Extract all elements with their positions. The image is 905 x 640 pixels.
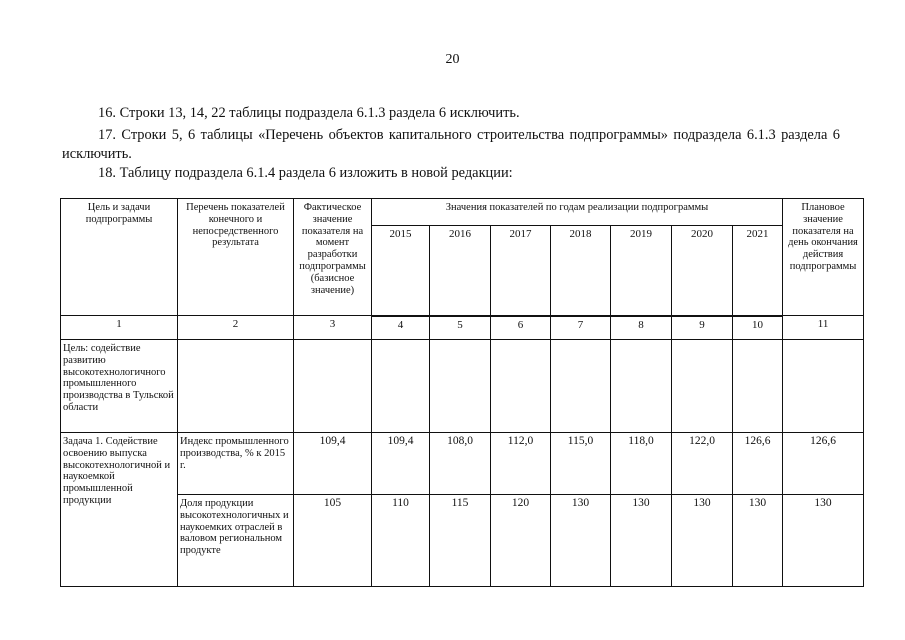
paragraph-17: 17. Строки 5, 6 таблицы «Перечень объектов капитального строительства подпрограммы» подраздела 6.1.3 раздела 6 исключить. xyxy=(62,127,840,162)
column-number: 6 xyxy=(491,316,551,340)
header-indicators: Перечень показателей конечного и непосредственного результата xyxy=(178,199,294,316)
header-year: 2016 xyxy=(430,226,491,316)
header-goal: Цель и задачи подпрограммы xyxy=(61,199,178,316)
year-value: 118,0 xyxy=(611,433,672,495)
header-year: 2018 xyxy=(551,226,611,316)
header-year: 2017 xyxy=(491,226,551,316)
column-number: 2 xyxy=(178,316,294,340)
column-number: 9 xyxy=(672,316,733,340)
header-year: 2020 xyxy=(672,226,733,316)
planned-value: 130 xyxy=(783,495,864,587)
indicator-cell: Доля продукции высокотехнологичных и наукоемких отраслей в валовом региональном продукте xyxy=(178,495,294,587)
empty-cell xyxy=(430,340,491,433)
column-number: 5 xyxy=(430,316,491,340)
actual-value: 109,4 xyxy=(294,433,372,495)
year-value: 112,0 xyxy=(491,433,551,495)
year-value: 130 xyxy=(551,495,611,587)
year-value: 110 xyxy=(372,495,430,587)
year-value: 130 xyxy=(672,495,733,587)
column-number: 3 xyxy=(294,316,372,340)
empty-cell xyxy=(491,340,551,433)
empty-cell xyxy=(611,340,672,433)
year-value: 108,0 xyxy=(430,433,491,495)
empty-cell xyxy=(783,340,864,433)
table-row xyxy=(61,495,864,587)
table-row xyxy=(61,433,864,495)
column-number: 10 xyxy=(733,316,783,340)
header-year: 2015 xyxy=(372,226,430,316)
empty-cell xyxy=(733,340,783,433)
planned-value: 126,6 xyxy=(783,433,864,495)
header-planned: Плановое значение показателя на день окончания действия подпрограммы xyxy=(783,199,864,316)
column-number: 11 xyxy=(783,316,864,340)
page-number: 20 xyxy=(445,52,460,67)
empty-cell xyxy=(178,340,294,433)
header-years-group: Значения показателей по годам реализации подпрограммы xyxy=(372,199,783,226)
year-value: 130 xyxy=(611,495,672,587)
task-cell: Задача 1. Содействие освоению выпуска высокотехнологичной и наукоемкой промышленной продукции xyxy=(61,433,178,587)
header-actual: Фактическое значение показателя на момент разработки подпрограммы (базисное значение) xyxy=(294,199,372,316)
year-value: 120 xyxy=(491,495,551,587)
empty-cell xyxy=(672,340,733,433)
column-number: 4 xyxy=(372,316,430,340)
paragraph-16: 16. Строки 13, 14, 22 таблицы подраздела 6.1.3 раздела 6 исключить. xyxy=(98,105,520,121)
empty-cell xyxy=(551,340,611,433)
column-number: 8 xyxy=(611,316,672,340)
column-number: 7 xyxy=(551,316,611,340)
year-value: 115 xyxy=(430,495,491,587)
year-value: 115,0 xyxy=(551,433,611,495)
header-year: 2021 xyxy=(733,226,783,316)
empty-cell xyxy=(372,340,430,433)
actual-value: 105 xyxy=(294,495,372,587)
indicator-cell: Индекс промышленного производства, % к 2015 г. xyxy=(178,433,294,495)
column-number: 1 xyxy=(61,316,178,340)
goal-cell: Цель: содействие развитию высокотехнологичного промышленного производства в Тульской области xyxy=(61,340,178,433)
indicators-table xyxy=(60,198,864,587)
paragraph-18: 18. Таблицу подраздела 6.1.4 раздела 6 изложить в новой редакции: xyxy=(98,165,513,181)
year-value: 126,6 xyxy=(733,433,783,495)
year-value: 122,0 xyxy=(672,433,733,495)
empty-cell xyxy=(294,340,372,433)
year-value: 130 xyxy=(733,495,783,587)
header-year: 2019 xyxy=(611,226,672,316)
year-value: 109,4 xyxy=(372,433,430,495)
